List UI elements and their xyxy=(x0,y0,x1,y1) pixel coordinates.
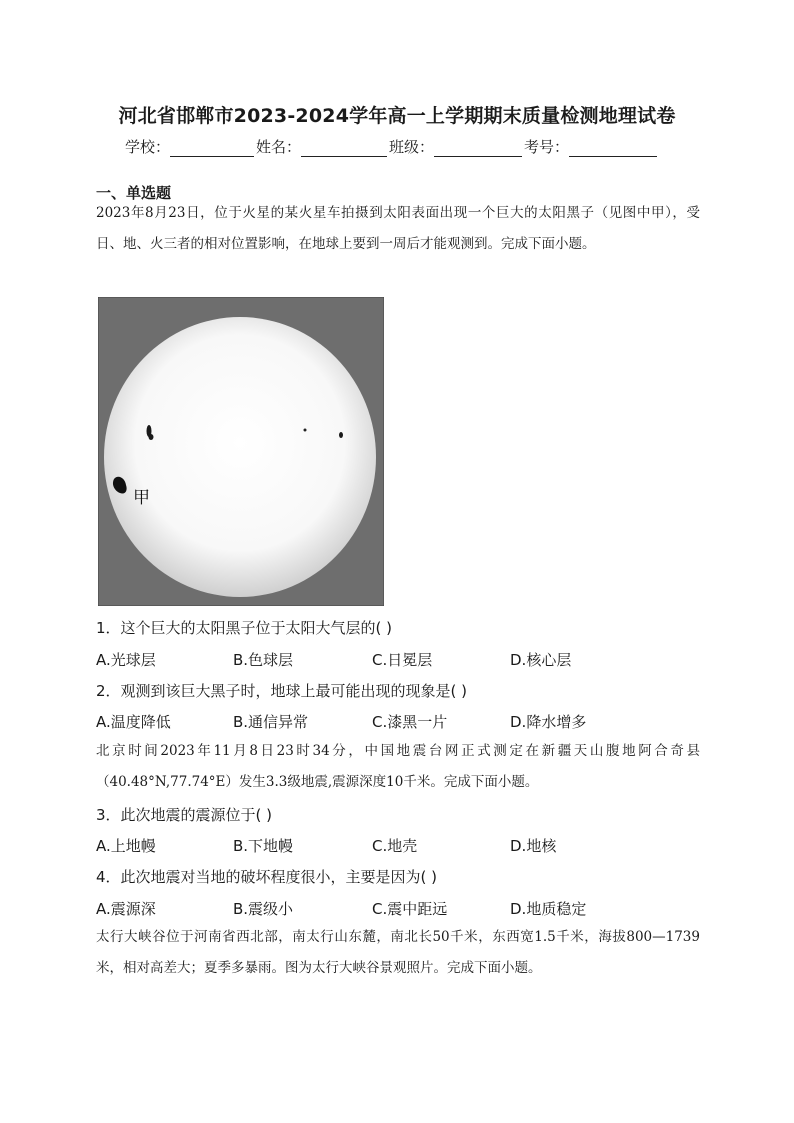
q4-option-a[interactable]: A.震源深 xyxy=(96,900,156,918)
q3-option-b[interactable]: B.下地幔 xyxy=(233,837,294,855)
sunspot-small xyxy=(339,432,343,438)
student-info-row xyxy=(125,136,659,157)
school-blank xyxy=(170,142,254,157)
sunspot-tiny xyxy=(304,429,307,432)
sunspot-small xyxy=(149,434,154,440)
name-label: 姓名： xyxy=(256,138,302,156)
q1-option-a[interactable]: A.光球层 xyxy=(96,651,156,669)
q1-option-c[interactable]: C.日冕层 xyxy=(372,651,433,669)
class-label: 班级： xyxy=(389,138,435,156)
q3-option-d[interactable]: D.地核 xyxy=(510,837,557,855)
question-1: 1．这个巨大的太阳黑子位于太阳大气层的( ) xyxy=(96,619,393,637)
q2-option-d[interactable]: D.降水增多 xyxy=(510,713,587,731)
q1-option-d[interactable]: D.核心层 xyxy=(510,651,572,669)
q1-option-b[interactable]: B.色球层 xyxy=(233,651,294,669)
q2-option-b[interactable]: B.通信异常 xyxy=(233,713,309,731)
q4-option-b[interactable]: B.震级小 xyxy=(233,900,294,918)
exam-number-blank xyxy=(569,142,657,157)
question-3: 3．此次地震的震源位于( ) xyxy=(96,806,273,824)
q3-option-a[interactable]: A.上地幔 xyxy=(96,837,156,855)
q4-option-d[interactable]: D.地质稳定 xyxy=(510,900,587,918)
sunspot-jia-label: 甲 xyxy=(133,488,150,508)
q4-option-c[interactable]: C.震中距远 xyxy=(372,900,448,918)
passage-earthquake: 北京时间2023年11月8日23时34分，中国地震台网正式测定在新疆天山腹地阿合奇县（40.48°N,77.74°E）发生3.3级地震,震源深度10千米。完成下面小题。 xyxy=(96,743,700,790)
passage-taihang-canyon: 太行大峡谷位于河南省西北部，南太行山东麓，南北长50千米，东西宽1.5千米，海拔800—1739米，相对高差大；夏季多暴雨。图为太行大峡谷景观照片。完成下面小题。 xyxy=(96,929,700,976)
name-blank xyxy=(301,142,387,157)
class-blank xyxy=(434,142,522,157)
passage-sunspot: 2023年8月23日，位于火星的某火星车拍摄到太阳表面出现一个巨大的太阳黑子（见图中甲），受日、地、火三者的相对位置影响，在地球上要到一周后才能观测到。完成下面小题。 xyxy=(96,205,700,252)
question-2: 2．观测到该巨大黑子时，地球上最可能出现的现象是( ) xyxy=(96,682,468,700)
sunspot-photo xyxy=(98,297,384,606)
sun-disk xyxy=(104,317,376,597)
exam-title: 河北省邯郸市2023-2024学年高一上学期期末质量检测地理试卷 xyxy=(118,105,676,127)
q2-option-c[interactable]: C.漆黑一片 xyxy=(372,713,448,731)
section-title: 一、单选题 xyxy=(96,184,172,202)
q2-option-a[interactable]: A.温度降低 xyxy=(96,713,171,731)
school-label: 学校： xyxy=(125,138,171,156)
question-4: 4．此次地震对当地的破坏程度很小，主要是因为( ) xyxy=(96,868,438,886)
q3-option-c[interactable]: C.地壳 xyxy=(372,837,418,855)
exam-number-label: 考号： xyxy=(524,138,570,156)
